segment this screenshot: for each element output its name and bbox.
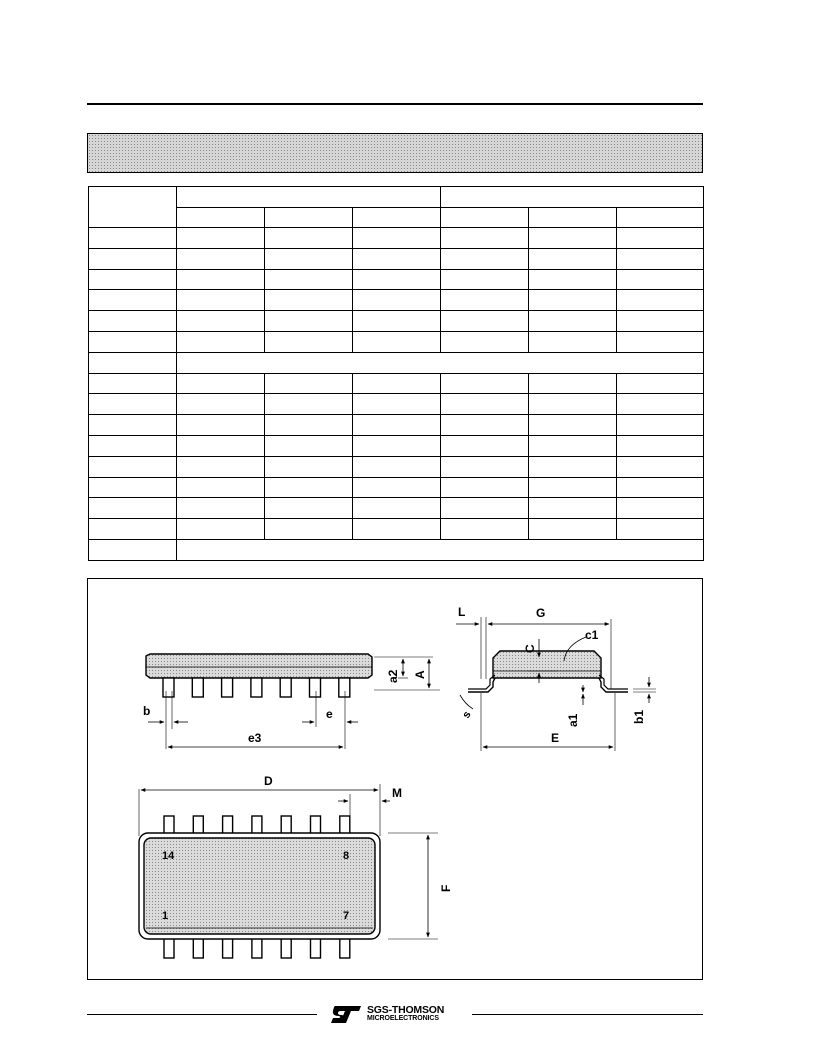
row-value-cell — [441, 269, 529, 290]
header-dim-cell — [89, 187, 177, 228]
row-value-cell — [177, 331, 265, 352]
row-label-cell — [89, 290, 177, 311]
table-row — [89, 352, 704, 373]
label-D: D — [264, 774, 273, 788]
row-value-cell — [617, 311, 704, 332]
label-c1: c1 — [585, 628, 599, 642]
row-value-cell — [265, 290, 353, 311]
logo-company-name: SGS-THOMSON — [367, 1004, 445, 1016]
table-row — [89, 331, 704, 352]
row-value-cell — [353, 415, 441, 436]
bottom-pin — [193, 938, 203, 958]
row-value-cell — [529, 519, 617, 540]
label-E: E — [551, 731, 560, 745]
package-outline-drawing — [87, 578, 703, 980]
row-value-cell — [177, 394, 265, 415]
table-body — [89, 228, 704, 561]
row-label-cell — [89, 539, 177, 560]
row-value-cell — [177, 228, 265, 249]
row-value-cell — [441, 456, 529, 477]
row-value-cell — [441, 248, 529, 269]
row-value-cell — [177, 290, 265, 311]
row-value-cell — [529, 477, 617, 498]
row-label-cell — [89, 394, 177, 415]
label-a2: a2 — [386, 669, 400, 683]
label-F: F — [439, 884, 453, 892]
end-view — [456, 605, 656, 751]
label-a1: a1 — [566, 713, 580, 727]
row-value-cell — [265, 456, 353, 477]
row-value-cell — [177, 373, 265, 394]
header-sub-cell — [265, 208, 353, 228]
top-pin — [164, 816, 174, 834]
label-M: M — [392, 786, 402, 800]
row-value-cell — [265, 311, 353, 332]
row-value-cell — [441, 435, 529, 456]
label-b1: b1 — [632, 709, 646, 724]
top-view-pins-upper — [164, 816, 350, 834]
top-view — [139, 774, 453, 958]
table-row — [89, 519, 704, 540]
row-value-cell — [529, 373, 617, 394]
row-value-cell — [529, 228, 617, 249]
row-value-cell — [353, 519, 441, 540]
row-value-cell — [529, 290, 617, 311]
row-value-cell — [441, 519, 529, 540]
label-e3: e3 — [248, 731, 262, 745]
table-header-row-2 — [89, 208, 704, 228]
row-value-cell — [529, 415, 617, 436]
row-value-cell — [441, 331, 529, 352]
side-pin — [339, 678, 350, 697]
row-label-cell — [89, 269, 177, 290]
table-row — [89, 539, 704, 560]
header-sub-cell — [441, 208, 529, 228]
row-value-cell — [617, 331, 704, 352]
row-value-cell — [529, 435, 617, 456]
row-value-cell — [177, 498, 265, 519]
row-label-cell — [89, 331, 177, 352]
side-pin — [163, 678, 174, 697]
row-value-cell — [177, 477, 265, 498]
row-value-cell — [265, 269, 353, 290]
row-value-cell — [177, 456, 265, 477]
row-label-cell — [89, 456, 177, 477]
label-pin8: 8 — [343, 850, 350, 862]
row-label-cell — [89, 228, 177, 249]
row-value-cell — [353, 498, 441, 519]
dimensions-table — [88, 186, 704, 561]
row-value-cell — [265, 477, 353, 498]
header-sub-cell — [353, 208, 441, 228]
table-header-row-1 — [89, 187, 704, 208]
logo-company-subtitle: MICROELECTRONICS — [367, 1015, 439, 1022]
row-value-cell — [265, 331, 353, 352]
st-logo-icon — [329, 1004, 363, 1024]
row-value-cell — [441, 311, 529, 332]
row-span-cell — [177, 539, 704, 560]
row-value-cell — [177, 435, 265, 456]
row-value-cell — [177, 415, 265, 436]
row-label-cell — [89, 373, 177, 394]
side-pin — [280, 678, 291, 697]
row-value-cell — [353, 456, 441, 477]
side-pin — [222, 678, 233, 697]
label-C: C — [523, 644, 537, 653]
label-pin1: 1 — [162, 910, 169, 922]
footer-rule-right — [472, 1014, 703, 1015]
top-pin — [311, 816, 321, 834]
top-pin — [340, 816, 350, 834]
row-value-cell — [529, 269, 617, 290]
row-span-cell — [177, 352, 704, 373]
row-value-cell — [353, 311, 441, 332]
row-value-cell — [529, 394, 617, 415]
row-value-cell — [529, 456, 617, 477]
row-value-cell — [177, 248, 265, 269]
row-value-cell — [265, 415, 353, 436]
table-row — [89, 373, 704, 394]
row-value-cell — [617, 228, 704, 249]
side-pin — [192, 678, 203, 697]
row-value-cell — [177, 519, 265, 540]
row-value-cell — [265, 498, 353, 519]
bottom-pin — [340, 938, 350, 958]
row-label-cell — [89, 498, 177, 519]
label-A: A — [413, 670, 427, 679]
row-value-cell — [617, 415, 704, 436]
bottom-pin — [281, 938, 291, 958]
header-sub-cell — [529, 208, 617, 228]
row-label-cell — [89, 248, 177, 269]
row-value-cell — [441, 373, 529, 394]
row-label-cell — [89, 415, 177, 436]
table-row — [89, 228, 704, 249]
row-value-cell — [353, 331, 441, 352]
row-label-cell — [89, 311, 177, 332]
row-value-cell — [617, 435, 704, 456]
label-s: s — [460, 709, 474, 721]
row-value-cell — [265, 435, 353, 456]
row-value-cell — [353, 248, 441, 269]
row-value-cell — [265, 373, 353, 394]
outline-svg — [88, 579, 702, 979]
row-value-cell — [441, 477, 529, 498]
bottom-pin — [311, 938, 321, 958]
st-logo — [329, 1004, 467, 1026]
table-row — [89, 477, 704, 498]
row-value-cell — [529, 331, 617, 352]
label-pin14: 14 — [162, 850, 175, 862]
label-G: G — [536, 606, 546, 620]
row-value-cell — [265, 394, 353, 415]
row-label-cell — [89, 352, 177, 373]
side-pin — [310, 678, 321, 697]
row-value-cell — [617, 477, 704, 498]
row-value-cell — [617, 394, 704, 415]
top-pin — [193, 816, 203, 834]
bottom-pin — [252, 938, 262, 958]
label-pin7: 7 — [343, 910, 350, 922]
top-pin — [281, 816, 291, 834]
table-title-band — [87, 133, 703, 173]
header-rule — [87, 103, 703, 105]
table-row — [89, 290, 704, 311]
row-value-cell — [265, 228, 353, 249]
row-label-cell — [89, 519, 177, 540]
row-value-cell — [441, 394, 529, 415]
table-row — [89, 248, 704, 269]
bottom-pin — [164, 938, 174, 958]
row-value-cell — [353, 435, 441, 456]
row-value-cell — [353, 269, 441, 290]
header-sub-cell — [177, 208, 265, 228]
row-value-cell — [617, 269, 704, 290]
row-value-cell — [617, 373, 704, 394]
table-row — [89, 269, 704, 290]
row-value-cell — [177, 269, 265, 290]
row-value-cell — [353, 477, 441, 498]
header-inch-cell — [441, 187, 704, 208]
top-view-pins-lower — [164, 938, 350, 958]
row-value-cell — [265, 519, 353, 540]
table-row — [89, 435, 704, 456]
row-value-cell — [441, 228, 529, 249]
header-mm-cell — [177, 187, 441, 208]
row-value-cell — [529, 248, 617, 269]
row-value-cell — [529, 311, 617, 332]
row-value-cell — [177, 311, 265, 332]
label-b: b — [143, 704, 151, 718]
side-view — [143, 654, 440, 749]
bottom-pin — [223, 938, 233, 958]
footer-rule-left — [87, 1014, 317, 1015]
label-L: L — [458, 605, 466, 619]
row-value-cell — [529, 498, 617, 519]
row-label-cell — [89, 435, 177, 456]
row-value-cell — [353, 394, 441, 415]
row-label-cell — [89, 477, 177, 498]
row-value-cell — [441, 290, 529, 311]
row-value-cell — [617, 498, 704, 519]
label-e: e — [326, 707, 333, 721]
row-value-cell — [617, 519, 704, 540]
row-value-cell — [617, 456, 704, 477]
table-row — [89, 456, 704, 477]
top-pin — [223, 816, 233, 834]
table-row — [89, 415, 704, 436]
row-value-cell — [353, 290, 441, 311]
row-value-cell — [441, 498, 529, 519]
table-row — [89, 394, 704, 415]
header-sub-cell — [617, 208, 704, 228]
table-row — [89, 498, 704, 519]
row-value-cell — [265, 248, 353, 269]
row-value-cell — [617, 290, 704, 311]
side-view-pins — [163, 678, 350, 697]
row-value-cell — [617, 248, 704, 269]
row-value-cell — [441, 415, 529, 436]
top-pin — [252, 816, 262, 834]
row-value-cell — [353, 228, 441, 249]
row-value-cell — [353, 373, 441, 394]
table-row — [89, 311, 704, 332]
side-pin — [251, 678, 262, 697]
